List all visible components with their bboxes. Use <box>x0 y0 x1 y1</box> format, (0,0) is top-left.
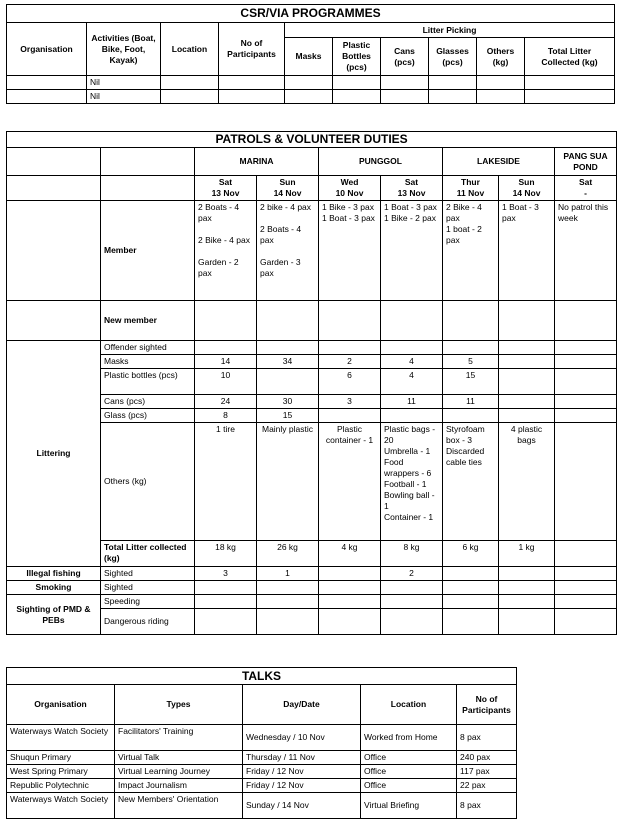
total-cell: 8 kg <box>381 541 443 567</box>
total-cell: 4 kg <box>319 541 381 567</box>
glass-label: Glass (pcs) <box>101 409 195 423</box>
talk-location: Office <box>361 779 457 793</box>
talk-location: Office <box>361 751 457 765</box>
illegal-fishing-cell: 1 <box>257 567 319 581</box>
csr-header-participants: No of Participants <box>219 23 285 76</box>
total-cell <box>555 541 617 567</box>
masks-label: Masks <box>101 355 195 369</box>
member-cell: 1 Boat - 3 pax 1 Bike - 2 pax <box>381 201 443 301</box>
talk-type: New Members' Orientation <box>115 793 243 819</box>
csr-header-total: Total Litter Collected (kg) <box>525 38 615 76</box>
talk-location: Office <box>361 765 457 779</box>
talks-title: TALKS <box>7 668 517 685</box>
talks-header-types: Types <box>115 685 243 725</box>
illegal-fishing-cell <box>319 567 381 581</box>
speeding-label: Speeding <box>101 595 195 609</box>
total-label: Total Litter collected (kg) <box>101 541 195 567</box>
others-cell <box>555 423 617 541</box>
glass-cell <box>443 409 499 423</box>
others-cell: 4 plastic bags <box>499 423 555 541</box>
masks-cell: 34 <box>257 355 319 369</box>
others-cell: Plastic bags - 20 Umbrella - 1 Food wrappers - 6 Football - 1 Bowling ball - 1 Container - 1 <box>381 423 443 541</box>
talks-header-location: Location <box>361 685 457 725</box>
member-cell: 2 Bike - 4 pax 1 boat - 2 pax <box>443 201 499 301</box>
talk-location: Worked from Home <box>361 725 457 751</box>
illegal-fishing-cell: 3 <box>195 567 257 581</box>
csr-header-glasses: Glasses (pcs) <box>429 38 477 76</box>
talk-type: Facilitators' Training <box>115 725 243 751</box>
plastic-bottles-cell <box>555 369 617 395</box>
talk-type: Impact Journalism <box>115 779 243 793</box>
location-punggol: PUNGGOL <box>319 148 443 176</box>
member-cell: 1 Bike - 3 pax 1 Boat - 3 pax <box>319 201 381 301</box>
cans-cell: 3 <box>319 395 381 409</box>
plastic-bottles-cell: 6 <box>319 369 381 395</box>
talk-type: Virtual Learning Journey <box>115 765 243 779</box>
location-lakeside: LAKESIDE <box>443 148 555 176</box>
location-pang-sua-pond: PANG SUA POND <box>555 148 617 176</box>
illegal-fishing-sighted-label: Sighted <box>101 567 195 581</box>
talk-date: Thursday / 11 Nov <box>243 751 361 765</box>
csr-header-others: Others (kg) <box>477 38 525 76</box>
csr-header-activities: Activities (Boat, Bike, Foot, Kayak) <box>87 23 161 76</box>
illegal-fishing-cell <box>555 567 617 581</box>
talk-org: Republic Polytechnic <box>7 779 115 793</box>
day-header: Thur 11 Nov <box>443 176 499 201</box>
others-cell: 1 tire <box>195 423 257 541</box>
table-row <box>7 595 617 609</box>
day-header: Wed 10 Nov <box>319 176 381 201</box>
table-row <box>7 725 517 751</box>
csr-row-activity: Nil <box>87 90 161 104</box>
glass-cell <box>381 409 443 423</box>
member-cell: 1 Boat - 3 pax <box>499 201 555 301</box>
pmd-label: Sighting of PMD & PEBs <box>7 595 101 635</box>
table-row <box>7 76 615 90</box>
littering-label: Littering <box>7 341 101 567</box>
table-row <box>7 301 617 341</box>
table-row <box>7 567 617 581</box>
table-row <box>7 90 615 104</box>
plastic-bottles-cell: 10 <box>195 369 257 395</box>
glass-cell <box>319 409 381 423</box>
csr-title: CSR/VIA PROGRAMMES <box>7 5 615 23</box>
talk-location: Virtual Briefing <box>361 793 457 819</box>
glass-cell: 15 <box>257 409 319 423</box>
plastic-bottles-cell <box>499 369 555 395</box>
patrols-table <box>6 131 617 635</box>
talk-date: Sunday / 14 Nov <box>243 793 361 819</box>
cans-cell <box>499 395 555 409</box>
csr-header-masks: Masks <box>285 38 333 76</box>
plastic-bottles-cell: 4 <box>381 369 443 395</box>
illegal-fishing-cell <box>499 567 555 581</box>
talk-org: West Spring Primary <box>7 765 115 779</box>
masks-cell: 5 <box>443 355 499 369</box>
csr-header-cans: Cans (pcs) <box>381 38 429 76</box>
location-marina: MARINA <box>195 148 319 176</box>
masks-cell: 4 <box>381 355 443 369</box>
patrols-title: PATROLS & VOLUNTEER DUTIES <box>7 132 617 148</box>
total-cell: 18 kg <box>195 541 257 567</box>
talk-participants: 8 pax <box>457 793 517 819</box>
plastic-bottles-label: Plastic bottles (pcs) <box>101 369 195 395</box>
total-cell: 26 kg <box>257 541 319 567</box>
day-header: Sat 13 Nov <box>381 176 443 201</box>
table-row <box>7 793 517 819</box>
talk-date: Friday / 12 Nov <box>243 765 361 779</box>
csr-header-location: Location <box>161 23 219 76</box>
member-label: Member <box>101 201 195 301</box>
others-label: Others (kg) <box>101 423 195 541</box>
csr-header-litter-picking: Litter Picking <box>285 23 615 38</box>
new-member-label: New member <box>101 301 195 341</box>
csr-row-activity: Nil <box>87 76 161 90</box>
member-cell: 2 bike - 4 pax 2 Boats - 4 pax Garden - 3 pax <box>257 201 319 301</box>
masks-cell: 14 <box>195 355 257 369</box>
talk-participants: 117 pax <box>457 765 517 779</box>
member-cell: No patrol this week <box>555 201 617 301</box>
cans-label: Cans (pcs) <box>101 395 195 409</box>
masks-cell: 2 <box>319 355 381 369</box>
illegal-fishing-cell: 2 <box>381 567 443 581</box>
day-header: Sun 14 Nov <box>257 176 319 201</box>
illegal-fishing-label: Illegal fishing <box>7 567 101 581</box>
cans-cell: 24 <box>195 395 257 409</box>
table-row <box>7 765 517 779</box>
talk-date: Wednesday / 10 Nov <box>243 725 361 751</box>
talk-org: Waterways Watch Society <box>7 725 115 751</box>
cans-cell: 11 <box>443 395 499 409</box>
glass-cell <box>555 409 617 423</box>
others-cell: Styrofoam box - 3 Discarded cable ties <box>443 423 499 541</box>
talks-header-date: Day/Date <box>243 685 361 725</box>
cans-cell: 11 <box>381 395 443 409</box>
talk-date: Friday / 12 Nov <box>243 779 361 793</box>
talks-header-organisation: Organisation <box>7 685 115 725</box>
csr-table <box>6 4 615 104</box>
day-header: Sat 13 Nov <box>195 176 257 201</box>
table-row <box>7 341 617 355</box>
day-header: Sat - <box>555 176 617 201</box>
illegal-fishing-cell <box>443 567 499 581</box>
cans-cell <box>555 395 617 409</box>
smoking-sighted-label: Sighted <box>101 581 195 595</box>
talk-org: Waterways Watch Society <box>7 793 115 819</box>
glass-cell <box>499 409 555 423</box>
member-cell: 2 Boats - 4 pax 2 Bike - 4 pax Garden - 2 pax <box>195 201 257 301</box>
talks-table <box>6 667 517 819</box>
cans-cell: 30 <box>257 395 319 409</box>
day-header: Sun 14 Nov <box>499 176 555 201</box>
talk-participants: 22 pax <box>457 779 517 793</box>
plastic-bottles-cell: 15 <box>443 369 499 395</box>
talks-header-participants: No of Participants <box>457 685 517 725</box>
glass-cell: 8 <box>195 409 257 423</box>
others-cell: Mainly plastic <box>257 423 319 541</box>
masks-cell <box>499 355 555 369</box>
offender-sighted-label: Offender sighted <box>101 341 195 355</box>
table-row <box>7 201 617 301</box>
masks-cell <box>555 355 617 369</box>
table-row <box>7 581 617 595</box>
talk-participants: 8 pax <box>457 725 517 751</box>
talk-participants: 240 pax <box>457 751 517 765</box>
total-cell: 1 kg <box>499 541 555 567</box>
total-cell: 6 kg <box>443 541 499 567</box>
smoking-label: Smoking <box>7 581 101 595</box>
table-row <box>7 779 517 793</box>
plastic-bottles-cell <box>257 369 319 395</box>
others-cell: Plastic container - 1 <box>319 423 381 541</box>
talk-type: Virtual Talk <box>115 751 243 765</box>
dangerous-riding-label: Dangerous riding <box>101 609 195 635</box>
talk-org: Shuqun Primary <box>7 751 115 765</box>
table-row <box>7 751 517 765</box>
csr-header-plastic-bottles: Plastic Bottles (pcs) <box>333 38 381 76</box>
csr-header-organisation: Organisation <box>7 23 87 76</box>
